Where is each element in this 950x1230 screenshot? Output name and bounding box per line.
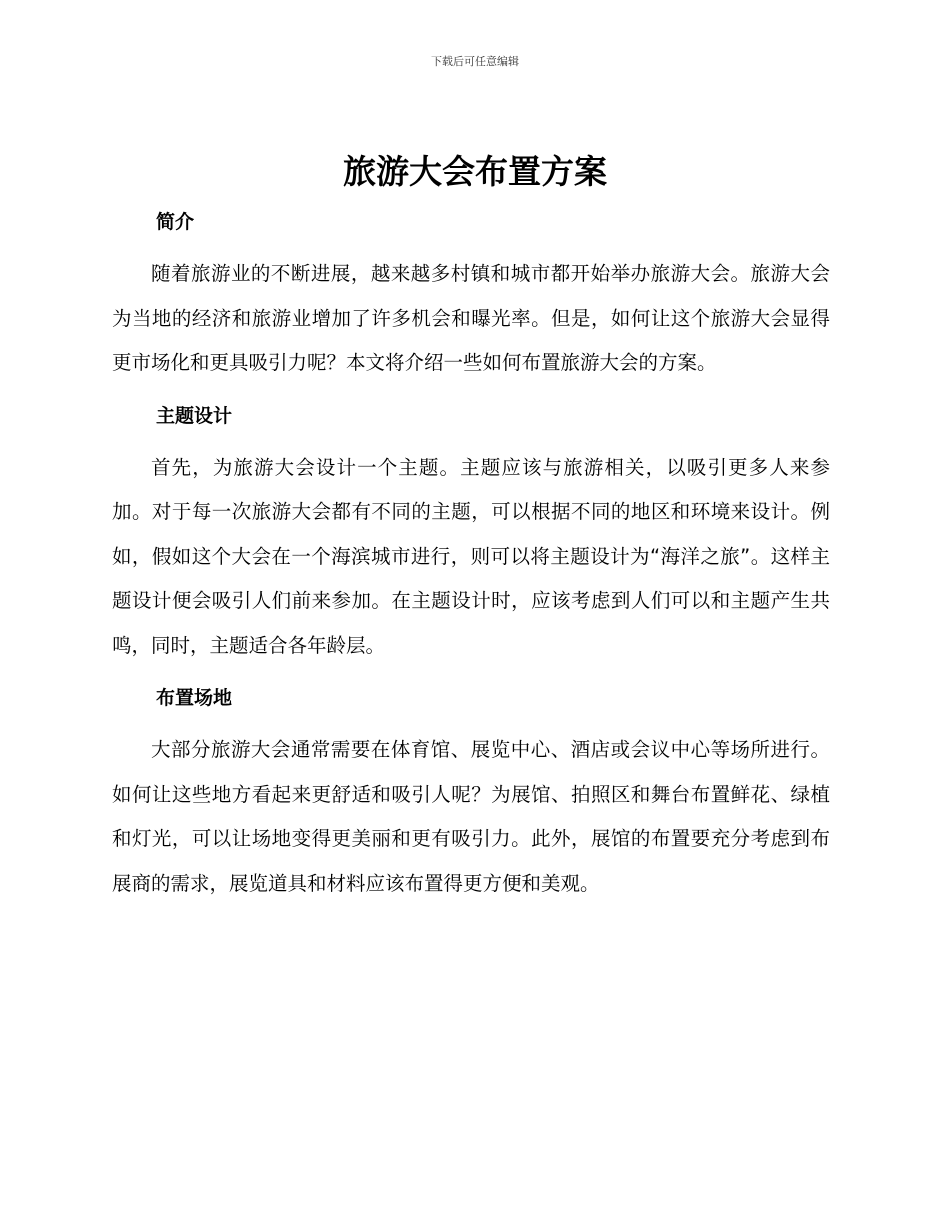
header-note: 下载后可任意编辑 bbox=[431, 55, 519, 68]
section-heading-theme-design: 主题设计 bbox=[156, 404, 233, 427]
section-paragraph-intro: 随着旅游业的不断进展，越来越多村镇和城市都开始举办旅游大会。旅游大会为当地的经济和旅游业增加了许多机会和曝光率。但是，如何让这个旅游大会显得更市场化和更具吸引力呢？本文将介绍一些如何布置旅游大会的方案。 bbox=[112, 262, 830, 374]
section-heading-intro: 简介 bbox=[156, 211, 195, 233]
document-title: 旅游大会布置方案 bbox=[343, 152, 607, 191]
section-paragraph-theme-design: 首先，为旅游大会设计一个主题。主题应该与旅游相关，以吸引更多人来参加。对于每一次旅游大会都有不同的主题，可以根据不同的地区和环境来设计。例如，假如这个大会在一个海滨城市进行，则可以将主题设计为“海洋之旅”。这样主题设计便会吸引人们前来参加。在主题设计时，应该考虑到人们可以和主题产生共鸣，同时，主题适合各年龄层。 bbox=[112, 455, 830, 657]
section-paragraph-venue-layout: 大部分旅游大会通常需要在体育馆、展览中心、酒店或会议中心等场所进行。如何让这些地方看起来更舒适和吸引人呢？为展馆、拍照区和舞台布置鲜花、绿植和灯光，可以让场地变得更美丽和更有吸引力。此外，展馆的布置要充分考虑到布展商的需求，展览道具和材料应该布置得更方便和美观。 bbox=[112, 738, 830, 895]
section-heading-venue-layout: 布置场地 bbox=[156, 687, 233, 709]
document-body bbox=[112, 200, 830, 906]
